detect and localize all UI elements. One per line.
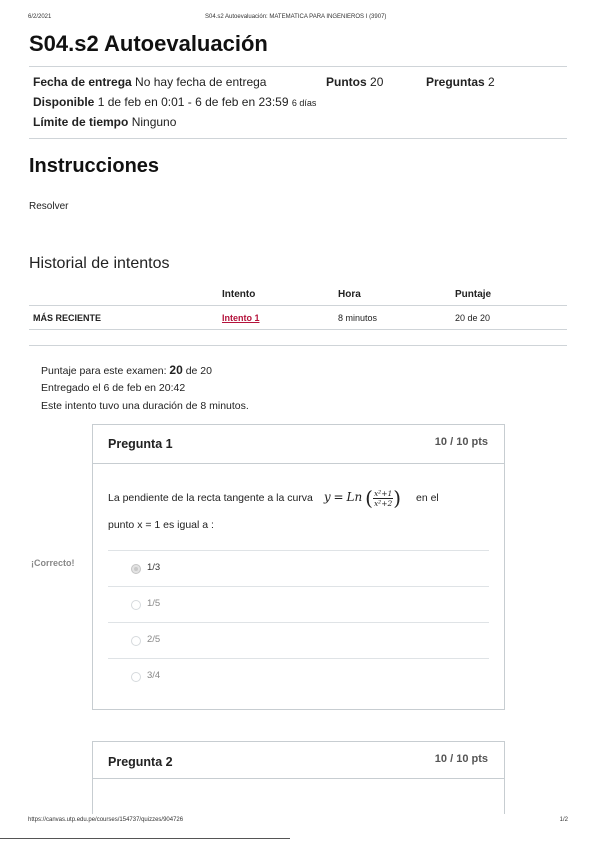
question-points: 10 / 10 pts bbox=[434, 436, 488, 448]
question-text bbox=[108, 486, 439, 510]
print-date: 6/2/2021 bbox=[28, 14, 52, 20]
quiz-meta-row-1 bbox=[33, 75, 266, 89]
math-equals: = bbox=[333, 489, 344, 504]
time-limit-value: Ninguno bbox=[131, 115, 177, 129]
row-label: MÁS RECIENTE bbox=[33, 313, 102, 323]
submitted-at: Entregado el 6 de feb en 20:42 bbox=[41, 382, 186, 394]
answer-option[interactable] bbox=[108, 622, 489, 659]
question-title: Pregunta 1 bbox=[108, 437, 173, 451]
math-paren-close: ) bbox=[393, 486, 402, 510]
instructions-title: Instrucciones bbox=[29, 155, 160, 177]
points-label: Puntos bbox=[326, 75, 367, 89]
correct-flag: ¡Correcto! bbox=[31, 558, 75, 568]
question-header bbox=[93, 425, 504, 464]
answer-label: 1/5 bbox=[147, 598, 161, 609]
math-denominator: x²+2 bbox=[373, 498, 393, 508]
history-title: Historial de intentos bbox=[29, 255, 170, 272]
answer-label: 1/3 bbox=[147, 562, 161, 573]
attempt-time: 8 minutos bbox=[338, 313, 378, 323]
divider bbox=[29, 345, 567, 346]
radio-selected-icon[interactable] bbox=[131, 564, 141, 574]
math-paren-open: ( bbox=[365, 486, 373, 510]
divider bbox=[29, 138, 567, 139]
due-value: No hay fecha de entrega bbox=[135, 75, 267, 89]
divider bbox=[29, 66, 567, 67]
page-edge-line bbox=[0, 838, 290, 839]
answer-option[interactable] bbox=[108, 550, 489, 587]
answer-option[interactable] bbox=[108, 586, 489, 623]
questions-value: 2 bbox=[488, 75, 495, 89]
question-header bbox=[93, 742, 504, 779]
print-page-title: S04.s2 Autoevaluación: MATEMATICA PARA INGENIEROS I (3907) bbox=[205, 14, 387, 20]
question-points: 10 / 10 pts bbox=[434, 753, 488, 765]
attempt-score: 20 de 20 bbox=[455, 313, 491, 323]
column-header-time: Hora bbox=[338, 289, 361, 300]
questions-meta bbox=[426, 75, 495, 89]
answer-option[interactable] bbox=[108, 658, 489, 695]
score-prefix: Puntaje para este examen: bbox=[41, 365, 167, 377]
question-title: Pregunta 2 bbox=[108, 755, 173, 769]
available-value: 1 de feb en 0:01 - 6 de feb en 23:59 bbox=[97, 95, 289, 109]
table-divider bbox=[29, 329, 567, 330]
time-limit-meta bbox=[33, 115, 176, 129]
points-meta bbox=[326, 75, 383, 89]
due-label: Fecha de entrega bbox=[33, 75, 132, 89]
radio-icon[interactable] bbox=[131, 672, 141, 682]
quiz-title: S04.s2 Autoevaluación bbox=[29, 31, 268, 56]
print-page-number: 1/2 bbox=[559, 817, 568, 823]
question-text-line2: punto x = 1 es igual a : bbox=[108, 519, 214, 531]
score-suffix: de 20 bbox=[185, 365, 212, 377]
math-ln: Ln bbox=[346, 489, 363, 504]
math-y: y bbox=[323, 489, 331, 504]
column-header-attempt: Intento bbox=[222, 289, 256, 300]
score-value: 20 bbox=[169, 363, 183, 377]
question-text-before: La pendiente de la recta tangente a la curva bbox=[108, 491, 313, 504]
availability-meta bbox=[33, 95, 316, 109]
questions-label: Preguntas bbox=[426, 75, 485, 89]
attempt-link[interactable]: Intento 1 bbox=[222, 313, 260, 323]
question-card-2 bbox=[92, 741, 505, 814]
score-summary bbox=[41, 363, 212, 377]
points-value: 20 bbox=[370, 75, 384, 89]
answer-label: 3/4 bbox=[147, 670, 161, 681]
question-card-1 bbox=[92, 424, 505, 710]
radio-icon[interactable] bbox=[131, 600, 141, 610]
time-limit-label: Límite de tiempo bbox=[33, 115, 129, 129]
print-footer-url: https://canvas.utp.edu.pe/courses/154737/quizzes/904726 bbox=[28, 817, 184, 823]
attempt-duration: Este intento tuvo una duración de 8 minutos. bbox=[41, 400, 249, 412]
question-text-after: en el bbox=[415, 491, 439, 504]
column-header-score: Puntaje bbox=[455, 289, 492, 300]
table-divider bbox=[29, 305, 567, 306]
answer-label: 2/5 bbox=[147, 634, 161, 645]
radio-icon[interactable] bbox=[131, 636, 141, 646]
available-days: 6 días bbox=[291, 98, 317, 108]
instructions-text: Resolver bbox=[29, 201, 69, 212]
math-fraction bbox=[373, 489, 393, 508]
math-numerator: x²+1 bbox=[373, 488, 393, 498]
available-label: Disponible bbox=[33, 95, 95, 109]
